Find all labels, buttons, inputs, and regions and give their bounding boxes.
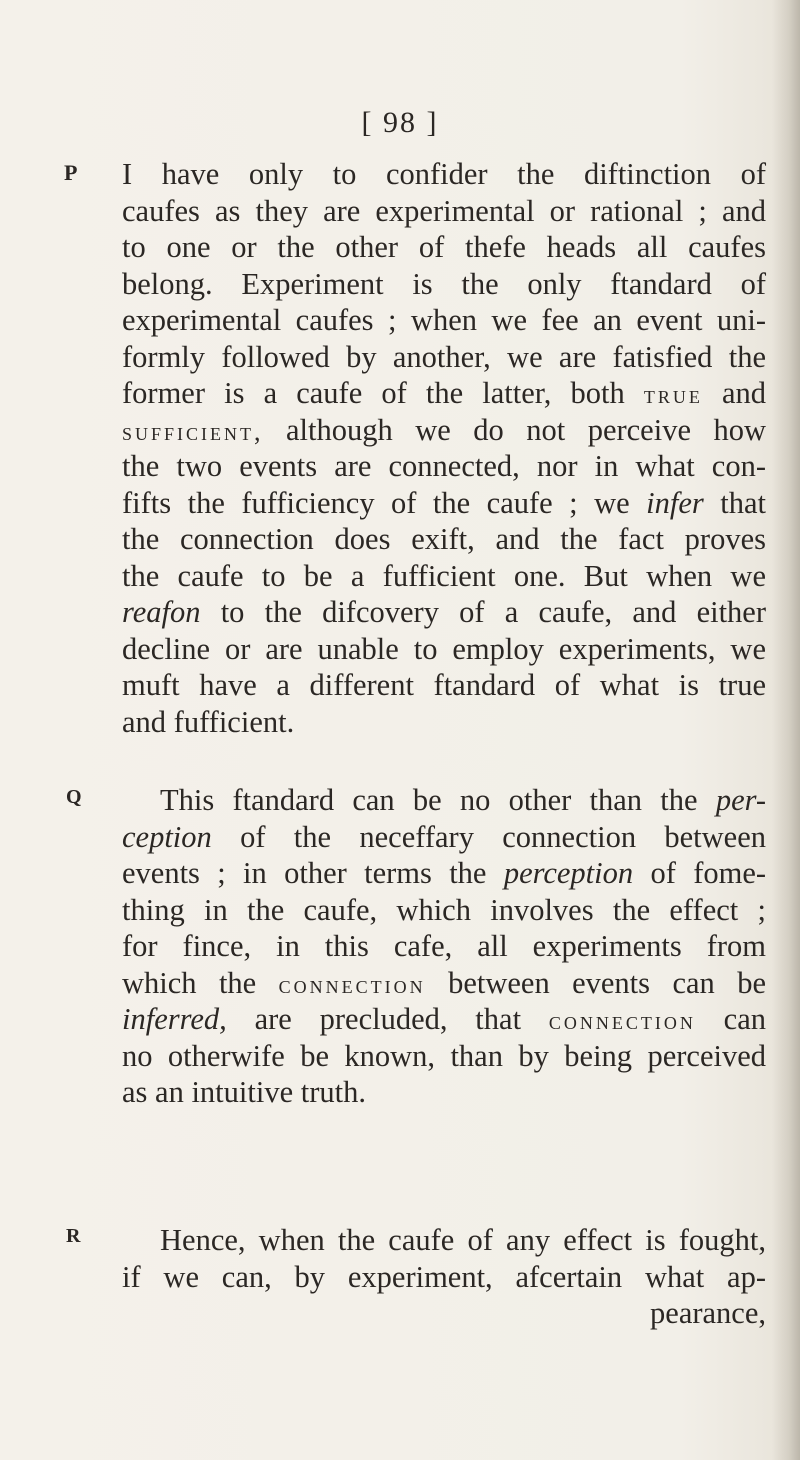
text-span: fifts the fufficiency of the caufe ; we <box>122 485 630 520</box>
text-line <box>122 1001 766 1038</box>
text-line: if we can, by experiment, afcertain what ap- <box>122 1259 766 1294</box>
text-span: This ftandard can be no other than the <box>160 783 698 817</box>
page-number: [ 98 ] <box>361 106 439 139</box>
text-line: Hence, when the caufe of any effect is fought, <box>160 1223 766 1257</box>
text-line: muft have a different ftandard of what is true <box>122 668 766 702</box>
text-span: between events can be <box>448 965 766 1000</box>
text-line <box>122 485 766 522</box>
text-span: of fome- <box>650 856 767 890</box>
text-span: which the <box>122 965 257 1000</box>
small-caps-true: true <box>643 380 703 409</box>
small-caps-sufficient: sufficient, <box>122 416 264 446</box>
signature-mark-r: R <box>66 1225 81 1247</box>
text-span: to the difcovery of a caufe, and either <box>220 595 766 629</box>
text-line: to one or the other of thefe heads all caufes <box>122 230 766 264</box>
text-line: I have only to confider the diftinction of <box>122 157 766 191</box>
signature-mark-q: Q <box>66 786 82 808</box>
text-line: experimental caufes ; when we fee an event uni- <box>122 303 766 337</box>
catchword: pearance, <box>650 1296 766 1330</box>
text-span: and <box>721 376 766 410</box>
italic-per: per- <box>715 783 767 817</box>
text-span: former is a caufe of the latter, both <box>122 376 625 410</box>
text-line: as an intuitive truth. <box>122 1075 366 1109</box>
text-span: can <box>723 1002 766 1036</box>
page-edge-shadow <box>772 0 800 1460</box>
text-line <box>122 965 766 1002</box>
text-line: thing in the caufe, which involves the effect ; <box>122 892 766 927</box>
italic-perception: perception <box>503 856 634 890</box>
text-line <box>122 855 766 892</box>
text-line: the caufe to be a fufficient one. But when we <box>122 558 766 593</box>
text-line <box>122 782 766 819</box>
text-line <box>122 819 766 856</box>
text-span: that <box>720 485 767 520</box>
small-caps-connection: connection <box>278 969 426 999</box>
text-line <box>122 594 766 631</box>
text-line <box>122 412 766 449</box>
italic-infer: infer <box>646 485 704 520</box>
text-line <box>122 375 766 412</box>
text-line: formly followed by another, we are fatisfied the <box>122 339 766 374</box>
small-caps-connection: connection <box>548 1006 696 1035</box>
italic-reafon: reafon <box>122 595 201 629</box>
text-span: are precluded, that <box>254 1002 522 1036</box>
paragraph-1 <box>122 156 766 740</box>
text-line: the connection does exift, and the fact proves <box>122 522 766 556</box>
text-line: for fince, in this cafe, all experiments from <box>122 929 766 963</box>
text-line: and fufficient. <box>122 704 295 739</box>
text-line: caufes as they are experimental or rational ; and <box>122 193 766 228</box>
italic-inferred: inferred, <box>122 1002 227 1036</box>
text-line: belong. Experiment is the only ftandard of <box>122 266 766 301</box>
paragraph-2 <box>122 782 766 1111</box>
italic-ception: ception <box>122 819 212 854</box>
signature-mark-p: P <box>64 160 78 185</box>
text-line: the two events are connected, nor in what con- <box>122 449 766 483</box>
text-span: events ; in other terms the <box>122 856 487 890</box>
text-span: although we do not perceive how <box>286 412 766 447</box>
text-span: of the neceffary connection between <box>240 819 766 854</box>
text-line: no otherwife be known, than by being perceived <box>122 1038 766 1073</box>
text-line: decline or are unable to employ experiments, we <box>122 631 766 666</box>
paragraph-3 <box>122 1222 766 1332</box>
